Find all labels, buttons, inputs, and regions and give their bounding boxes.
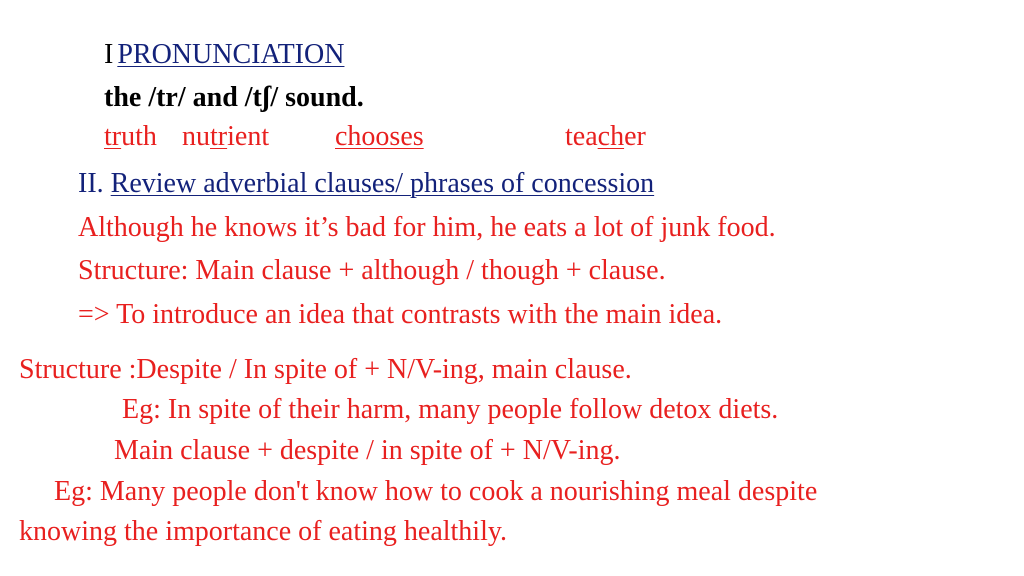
example-although: Although he knows it’s bad for him, he eats a lot of junk food. bbox=[78, 212, 776, 243]
highlighted-letters: tr bbox=[104, 121, 122, 152]
structure-despite-alt: Main clause + despite / in spite of + N/V-ing. bbox=[114, 435, 621, 466]
example-words-row bbox=[0, 123, 1024, 157]
highlighted-letters: tr bbox=[210, 121, 228, 152]
highlighted-letters: chooses bbox=[335, 121, 424, 152]
example-word-nutrient: nutrient bbox=[182, 121, 270, 152]
section-one-numeral: I bbox=[104, 39, 114, 70]
example-word-chooses bbox=[335, 123, 424, 151]
example-in-spite-of: Eg: In spite of their harm, many people follow detox diets. bbox=[122, 394, 779, 425]
highlighted-letters: ch bbox=[597, 121, 625, 152]
structure-despite: Structure :Despite / In spite of + N/V-ing, main clause. bbox=[19, 354, 632, 385]
section-two-title bbox=[78, 170, 654, 198]
section-two-numeral: II. bbox=[78, 168, 104, 199]
pronunciation-heading: PRONUNCIATION bbox=[117, 39, 345, 70]
sound-subtitle: the /tr/ and /tʃ/ sound. bbox=[104, 82, 364, 113]
structure-although: Structure: Main clause + although / though + clause. bbox=[78, 255, 666, 286]
example-despite-line-2: knowing the importance of eating healthily. bbox=[19, 516, 508, 547]
section-one-title bbox=[104, 41, 344, 69]
purpose-note: => To introduce an idea that contrasts with the main idea. bbox=[78, 299, 723, 330]
example-despite-line-1: Eg: Many people don't know how to cook a nourishing meal despite bbox=[54, 476, 818, 507]
example-word-truth: truth bbox=[104, 121, 157, 152]
review-heading: Review adverbial clauses/ phrases of concession bbox=[110, 168, 655, 199]
example-word-teacher: teacher bbox=[565, 121, 646, 152]
